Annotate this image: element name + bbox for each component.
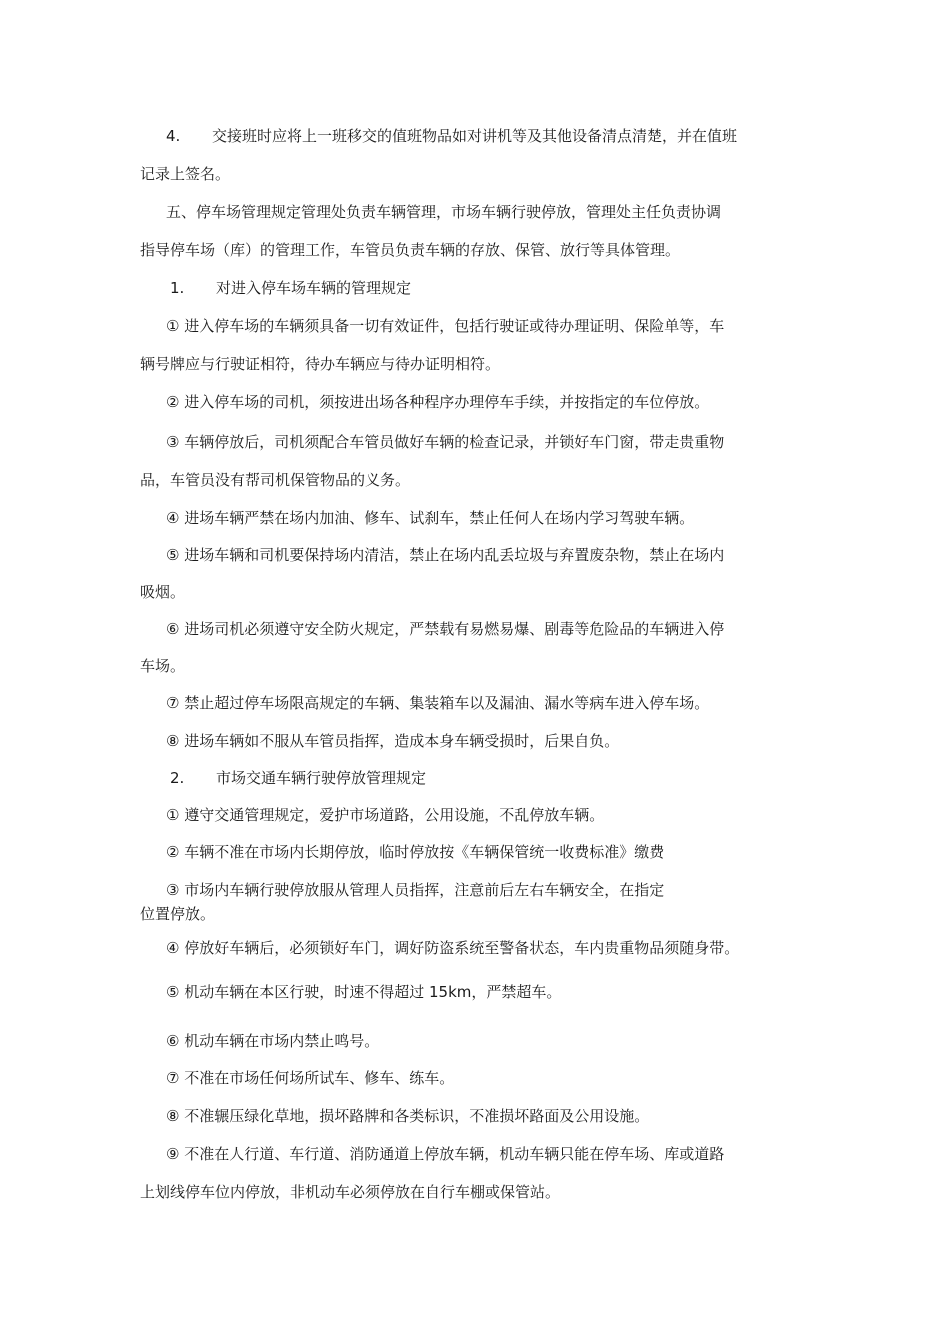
list-item: ② 进入停车场的司机，须按进出场各种程序办理停车手续，并按指定的车位停放。: [166, 393, 710, 411]
list-item: ⑥ 机动车辆在市场内禁止鸣号。: [166, 1032, 380, 1050]
section-heading: 五、停车场管理规定管理处负责车辆管理，市场车辆行驶停放，管理处主任负责协调: [166, 203, 722, 221]
list-item: ⑤ 进场车辆和司机要保持场内清洁，禁止在场内乱丢垃圾与弃置废杂物，禁止在场内: [166, 546, 725, 564]
list-number: 4.: [166, 127, 181, 145]
paragraph-line: 记录上签名。: [140, 165, 231, 183]
paragraph-line: 车场。: [140, 657, 186, 675]
list-item: ④ 停放好车辆后，必须锁好车门，调好防盗系统至警备状态，车内贵重物品须随身带。: [166, 939, 740, 957]
paragraph-line: 品，车管员没有帮司机保管物品的义务。: [140, 471, 411, 489]
list-item: ⑨ 不准在人行道、车行道、消防通道上停放车辆，机动车辆只能在停车场、库或道路: [166, 1145, 725, 1163]
line-text: 对进入停车场车辆的管理规定: [216, 279, 412, 297]
list-item: ③ 市场内车辆行驶停放服从管理人员指挥，注意前后左右车辆安全，在指定: [166, 881, 665, 899]
line-text: 交接班时应将上一班移交的值班物品如对讲机等及其他设备清点清楚，并在值班: [212, 127, 738, 145]
paragraph-line: 位置停放。: [140, 905, 216, 923]
list-item: ⑦ 不准在市场任何场所试车、修车、练车。: [166, 1069, 455, 1087]
list-item: ① 遵守交通管理规定，爱护市场道路，公用设施，不乱停放车辆。: [166, 806, 605, 824]
list-item: ⑧ 不准辗压绿化草地，损坏路牌和各类标识，不准损坏路面及公用设施。: [166, 1107, 650, 1125]
paragraph-line: 吸烟。: [140, 583, 186, 601]
list-item: ② 车辆不准在市场内长期停放，临时停放按《车辆保管统一收费标准》缴费: [166, 843, 665, 861]
paragraph-line: [166, 126, 737, 146]
subsection-heading: [170, 768, 426, 788]
list-number: 1.: [170, 279, 185, 297]
paragraph-line: 上划线停车位内停放，非机动车必须停放在自行车棚或保管站。: [140, 1183, 561, 1201]
paragraph-line: 指导停车场（库）的管理工作，车管员负责车辆的存放、保管、放行等具体管理。: [140, 241, 681, 259]
list-item: ④ 进场车辆严禁在场内加油、修车、试刹车，禁止任何人在场内学习驾驶车辆。: [166, 509, 695, 527]
list-item: ① 进入停车场的车辆须具备一切有效证件，包括行驶证或待办理证明、保险单等，车: [166, 317, 725, 335]
line-text: 市场交通车辆行驶停放管理规定: [216, 769, 427, 787]
list-item: ⑦ 禁止超过停车场限高规定的车辆、集装箱车以及漏油、漏水等病车进入停车场。: [166, 694, 710, 712]
paragraph-line: 辆号牌应与行驶证相符，待办车辆应与待办证明相符。: [140, 355, 501, 373]
list-item: ⑥ 进场司机必须遵守安全防火规定，严禁载有易燃易爆、剧毒等危险品的车辆进入停: [166, 620, 725, 638]
list-item: ③ 车辆停放后，司机须配合车管员做好车辆的检查记录，并锁好车门窗，带走贵重物: [166, 433, 725, 451]
list-item: ⑧ 进场车辆如不服从车管员指挥，造成本身车辆受损时，后果自负。: [166, 732, 620, 750]
list-item: ⑤ 机动车辆在本区行驶，时速不得超过 15km，严禁超车。: [166, 983, 562, 1001]
subsection-heading: [170, 278, 411, 298]
list-number: 2.: [170, 769, 185, 787]
